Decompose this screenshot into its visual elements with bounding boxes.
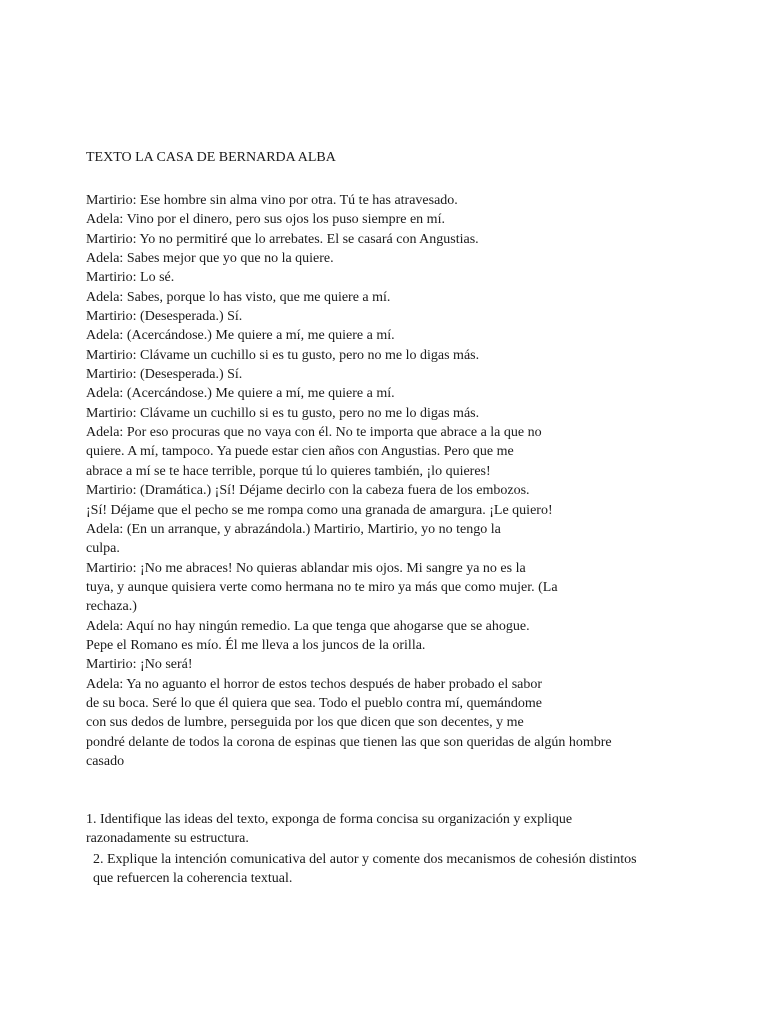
text-line: con sus dedos de lumbre, perseguida por los que dicen que son decentes, y me (86, 715, 524, 731)
text-line: ¡Sí! Déjame que el pecho se me rompa como una granada de amargura. ¡Le quiero! (86, 502, 553, 518)
text-line: culpa. (86, 541, 120, 557)
text-line: Martirio: (Dramática.) ¡Sí! Déjame decirlo con la cabeza fuera de los embozos. (86, 483, 530, 499)
text-line: Adela: Sabes, porque lo has visto, que me quiere a mí. (86, 289, 391, 305)
text-line: Adela: Vino por el dinero, pero sus ojos los puso siempre en mí. (86, 212, 445, 228)
text-line: Martirio: (Desesperada.) Sí. (86, 309, 243, 325)
text-line: Martirio: Clávame un cuchillo si es tu gusto, pero no me lo digas más. (86, 405, 480, 421)
text-line: Pepe el Romano es mío. Él me lleva a los juncos de la orilla. (86, 637, 426, 653)
text-line: tuya, y aunque quisiera verte como hermana no te miro ya más que como mujer. (La (86, 579, 558, 595)
text-line: Martirio: ¡No será! (86, 657, 193, 673)
question-1 (86, 810, 572, 848)
text-line: rechaza.) (86, 599, 137, 615)
text-line: quiere. A mí, tampoco. Ya puede estar cien años con Angustias. Pero que me (86, 444, 514, 460)
question-line: que refuercen la coherencia textual. (93, 871, 293, 886)
text-line: Adela: Por eso procuras que no vaya con él. No te importa que abrace a la que no (86, 425, 542, 441)
text-line: Adela: (En un arranque, y abrazándola.) Martirio, Martirio, yo no tengo la (86, 521, 501, 537)
text-line: Adela: Aquí no hay ningún remedio. La que tenga que ahogarse que se ahogue. (86, 618, 530, 634)
text-line: Adela: (Acercándose.) Me quiere a mí, me quiere a mí. (86, 328, 395, 344)
text-line: Martirio: Clávame un cuchillo si es tu gusto, pero no me lo digas más. (86, 347, 480, 363)
text-line: de su boca. Seré lo que él quiera que sea. Todo el pueblo contra mí, quemándome (86, 695, 542, 711)
text-line: Martirio: Ese hombre sin alma vino por otra. Tú te has atravesado. (86, 193, 458, 208)
dialogue-text (86, 191, 612, 771)
text-line: casado (86, 753, 125, 769)
text-line: Martirio: Yo no permitiré que lo arrebates. El se casará con Angustias. (86, 231, 479, 247)
question-2 (93, 850, 637, 888)
text-line: abrace a mí se te hace terrible, porque tú lo quieres también, ¡lo quieres! (86, 463, 491, 479)
text-line: Martirio: (Desesperada.) Sí. (86, 367, 243, 383)
question-line: razonadamente su estructura. (86, 831, 249, 846)
document-title: TEXTO LA CASA DE BERNARDA ALBA (86, 150, 336, 165)
question-line: 1. Identifique las ideas del texto, exponga de forma concisa su organización y explique (86, 812, 573, 827)
text-line: Adela: (Acercándose.) Me quiere a mí, me quiere a mí. (86, 386, 395, 402)
text-line: Martirio: Lo sé. (86, 270, 175, 286)
text-line: Adela: Ya no aguanto el horror de estos techos después de haber probado el sabor (86, 676, 543, 692)
question-line: 2. Explique la intención comunicativa del autor y comente dos mecanismos de cohesión distintos (93, 852, 637, 867)
text-line: Adela: Sabes mejor que yo que no la quiere. (86, 251, 334, 267)
text-line: Martirio: ¡No me abraces! No quieras ablandar mis ojos. Mi sangre ya no es la (86, 560, 526, 576)
text-line: pondré delante de todos la corona de espinas que tienen las que son queridas de algún hombre (86, 734, 612, 750)
